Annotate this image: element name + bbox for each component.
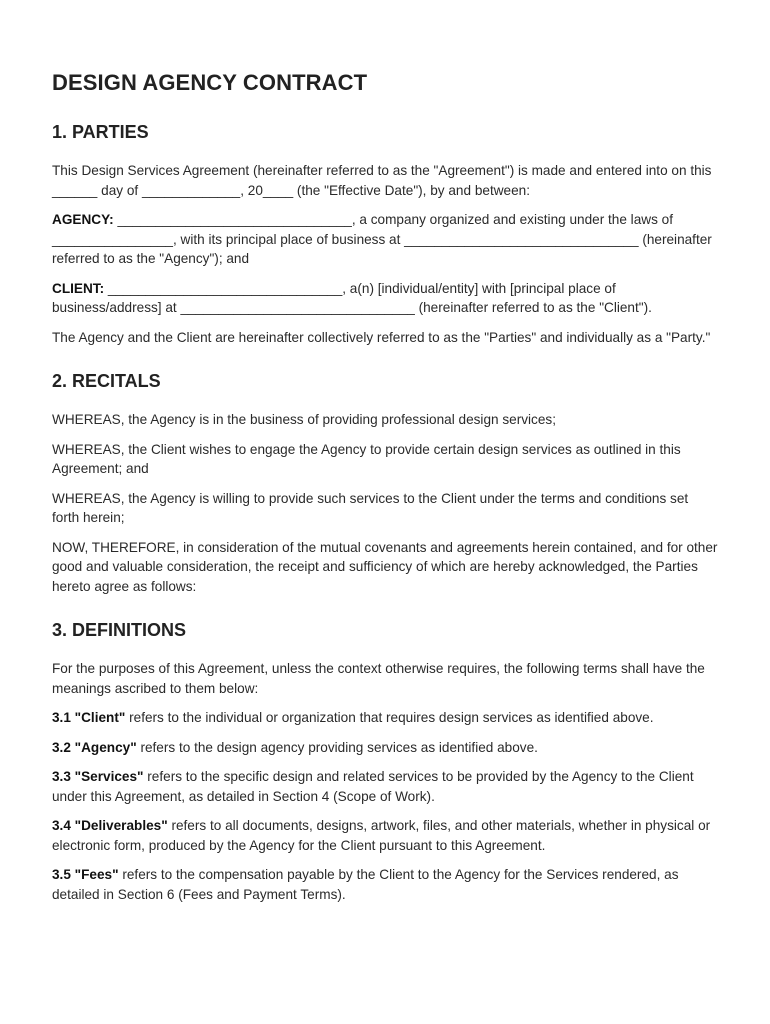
definition-item xyxy=(52,816,718,855)
client-label: CLIENT: xyxy=(52,280,105,296)
section-heading: 1. PARTIES xyxy=(52,122,149,142)
definition-text: refers to the compensation payable by the Client to the Agency for the Services rendered, as detailed in Section 6 (Fees and Payment Terms). xyxy=(52,867,679,902)
recital-paragraph: WHEREAS, the Agency is in the business of providing professional design services; xyxy=(52,412,556,427)
section-heading: 2. RECITALS xyxy=(52,371,161,391)
recital-paragraph: NOW, THEREFORE, in consideration of the mutual covenants and agreements herein contained, and for other good and valuable consideration, the receipt and sufficiency of which are hereby acknowledged, the Parties hereto agree as follows: xyxy=(52,539,718,594)
definition-item xyxy=(52,767,718,806)
definition-item xyxy=(52,738,718,758)
parties-intro: This Design Services Agreement (hereinafter referred to as the "Agreement") is made and entered into on this ______ day of _____________, 20____ (the "Effective Date"), by and between: xyxy=(52,163,712,198)
section-parties xyxy=(52,122,718,347)
recital-paragraph: WHEREAS, the Agency is willing to provide such services to the Client under the terms and conditions set forth herein; xyxy=(52,490,689,525)
recital-paragraph: WHEREAS, the Client wishes to engage the Agency to provide certain design services as outlined in this Agreement; and xyxy=(52,441,681,476)
definition-text: refers to the design agency providing services as identified above. xyxy=(136,739,538,755)
agency-text: _______________________________, a company organized and existing under the laws of ________________, with its principal place of business at _______________________________ (hereinafter referred to as the "Agency"); and xyxy=(52,212,712,266)
parties-closing: The Agency and the Client are hereinafter collectively referred to as the "Parties" and individually as a "Party." xyxy=(52,329,711,345)
definition-term: 3.5 "Fees" xyxy=(52,867,119,882)
definition-text: refers to the specific design and related services to be provided by the Agency to the Client under this Agreement, as detailed in Section 4 (Scope of Work). xyxy=(52,769,694,804)
client-clause xyxy=(52,279,718,318)
definition-item xyxy=(52,708,718,728)
definition-item xyxy=(52,865,718,904)
agency-label: AGENCY: xyxy=(52,212,114,227)
definition-text: refers to the individual or organization that requires design services as identified above. xyxy=(125,710,654,725)
definition-term: 3.4 "Deliverables" xyxy=(52,818,168,833)
section-heading: 3. DEFINITIONS xyxy=(52,620,187,640)
definition-term: 3.3 "Services" xyxy=(52,769,144,784)
client-text: _______________________________, a(n) [individual/entity] with [principal place of business/address] at _______________________________ (hereinafter referred to as the "Client"). xyxy=(52,280,652,315)
section-definitions xyxy=(52,620,718,904)
agency-clause xyxy=(52,210,718,269)
section-recitals xyxy=(52,371,718,596)
definition-term: 3.1 "Client" xyxy=(52,710,126,725)
document-title: DESIGN AGENCY CONTRACT xyxy=(52,70,368,95)
definition-term: 3.2 "Agency" xyxy=(52,739,137,755)
definitions-intro: For the purposes of this Agreement, unless the context otherwise requires, the following terms shall have the meanings ascribed to them below: xyxy=(52,661,705,696)
definition-text: refers to all documents, designs, artwork, files, and other materials, whether in physical or electronic form, produced by the Agency for the Client pursuant to this Agreement. xyxy=(52,818,711,853)
